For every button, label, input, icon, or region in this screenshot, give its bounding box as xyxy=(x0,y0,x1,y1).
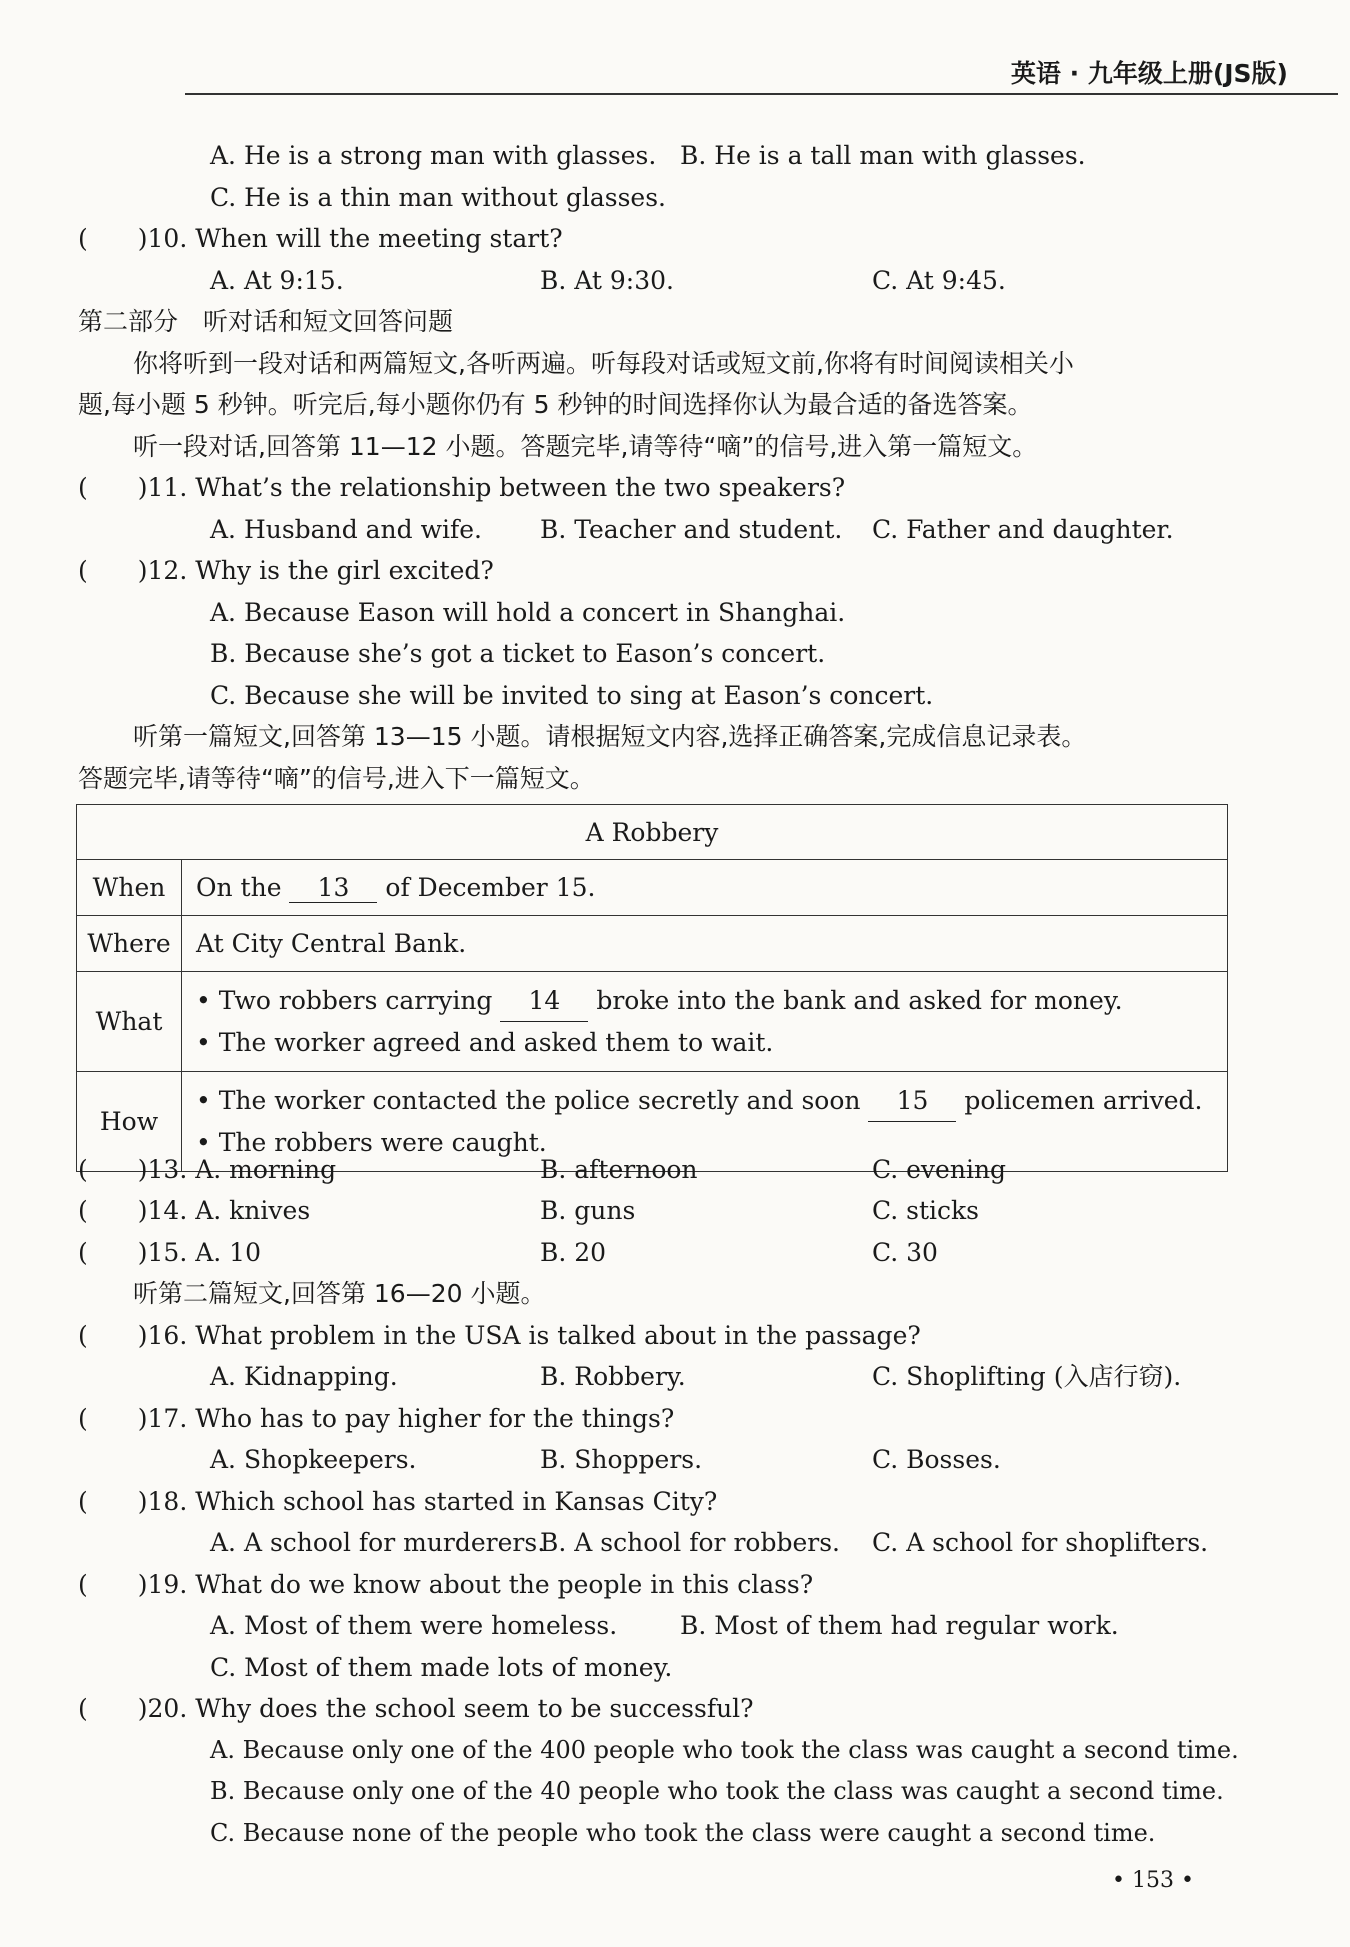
what-label: What xyxy=(77,972,182,1072)
q20-option-a: A. Because only one of the 400 people who took the class was caught a second time. xyxy=(210,1736,1239,1764)
q20-option-c: C. Because none of the people who took the class were caught a second time. xyxy=(210,1819,1156,1847)
header-rule xyxy=(185,93,1338,95)
q16-option-a: A. Kidnapping. xyxy=(210,1362,398,1391)
q20-option-b: B. Because only one of the 40 people who took the class was caught a second time. xyxy=(210,1777,1224,1805)
q16-option-b: B. Robbery. xyxy=(540,1362,686,1391)
q19-option-a: A. Most of them were homeless. xyxy=(210,1611,618,1640)
blank-13: 13 xyxy=(289,873,377,903)
how-cell xyxy=(182,1072,1228,1172)
q12-stem: ( )12. Why is the girl excited? xyxy=(78,556,494,585)
q15-option-c: C. 30 xyxy=(872,1238,938,1267)
passage1-instruction-line2: 答题完毕,请等待“嘀”的信号,进入下一篇短文。 xyxy=(78,764,595,793)
how-bullet-2: • The robbers were caught. xyxy=(196,1128,547,1157)
q16-stem: ( )16. What problem in the USA is talked about in the passage? xyxy=(78,1321,921,1350)
passage2-instruction: 听第二篇短文,回答第 16—20 小题。 xyxy=(133,1279,546,1308)
q14-option-c: C. sticks xyxy=(872,1196,979,1225)
dialog-instruction: 听一段对话,回答第 11—12 小题。答题完毕,请等待“嘀”的信号,进入第一篇短文。 xyxy=(133,432,1038,461)
q17-option-c: C. Bosses. xyxy=(872,1445,1001,1474)
blank-14: 14 xyxy=(500,980,588,1022)
blank-15: 15 xyxy=(868,1080,956,1122)
passage1-instruction-line1: 听第一篇短文,回答第 13—15 小题。请根据短文内容,选择正确答案,完成信息记录表。 xyxy=(133,722,1087,751)
q17-option-a: A. Shopkeepers. xyxy=(210,1445,417,1474)
q9-option-c: C. He is a thin man without glasses. xyxy=(210,183,666,212)
section2-intro-line2: 题,每小题 5 秒钟。听完后,每小题你仍有 5 秒钟的时间选择你认为最合适的备选答案。 xyxy=(78,390,1033,419)
what-cell xyxy=(182,972,1228,1072)
q11-stem: ( )11. What’s the relationship between the two speakers? xyxy=(78,473,846,502)
q9-option-b: B. He is a tall man with glasses. xyxy=(680,141,1086,170)
q17-option-b: B. Shoppers. xyxy=(540,1445,703,1474)
table-title-row xyxy=(77,805,1228,860)
when-text-pre: On the xyxy=(196,872,282,902)
when-label: When xyxy=(77,860,182,916)
q17-stem: ( )17. Who has to pay higher for the things? xyxy=(78,1404,675,1433)
where-label: Where xyxy=(77,916,182,972)
q11-option-b: B. Teacher and student. xyxy=(540,515,843,544)
q19-option-b: B. Most of them had regular work. xyxy=(680,1611,1119,1640)
q14-option-b: B. guns xyxy=(540,1196,636,1225)
q9-option-a: A. He is a strong man with glasses. xyxy=(210,141,657,170)
table-row-when xyxy=(77,860,1228,916)
when-cell xyxy=(182,860,1228,916)
what-1-post: broke into the bank and asked for money. xyxy=(596,986,1123,1015)
q15-stem: ( )15. A. 10 xyxy=(78,1238,261,1267)
page-number: • 153 • xyxy=(1112,1868,1194,1893)
how-1-pre: • The worker contacted the police secretly and soon xyxy=(196,1086,861,1115)
q10-option-c: C. At 9:45. xyxy=(872,266,1006,295)
q20-stem: ( )20. Why does the school seem to be successful? xyxy=(78,1694,754,1723)
where-text: At City Central Bank. xyxy=(182,916,1228,972)
section2-title: 第二部分 听对话和短文回答问题 xyxy=(78,307,454,336)
q12-option-a: A. Because Eason will hold a concert in Shanghai. xyxy=(210,598,846,627)
what-bullet-1 xyxy=(196,980,1213,1022)
when-text-post: of December 15. xyxy=(385,872,596,902)
table-title: A Robbery xyxy=(77,805,1228,860)
q16-option-c: C. Shoplifting (入店行窃). xyxy=(872,1362,1182,1391)
q12-option-b: B. Because she’s got a ticket to Eason’s concert. xyxy=(210,639,826,668)
what-bullet-2: • The worker agreed and asked them to wait. xyxy=(196,1028,774,1057)
q10-option-b: B. At 9:30. xyxy=(540,266,674,295)
robbery-info-table xyxy=(76,804,1228,1172)
q14-stem: ( )14. A. knives xyxy=(78,1196,311,1225)
section2-intro-line1: 你将听到一段对话和两篇短文,各听两遍。听每段对话或短文前,你将有时间阅读相关小 xyxy=(133,349,1074,378)
q11-option-a: A. Husband and wife. xyxy=(210,515,482,544)
q18-option-a: A. A school for murderers. xyxy=(210,1528,546,1557)
q18-option-c: C. A school for shoplifters. xyxy=(872,1528,1209,1557)
q11-option-c: C. Father and daughter. xyxy=(872,515,1174,544)
q13-option-c: C. evening xyxy=(872,1155,1007,1184)
q19-stem: ( )19. What do we know about the people in this class? xyxy=(78,1570,814,1599)
how-bullet-1 xyxy=(196,1080,1213,1122)
q13-stem: ( )13. A. morning xyxy=(78,1155,337,1184)
q10-option-a: A. At 9:15. xyxy=(210,266,344,295)
header-title: 英语 · 九年级上册(JS版) xyxy=(1010,59,1288,88)
table-row-where xyxy=(77,916,1228,972)
q19-option-c: C. Most of them made lots of money. xyxy=(210,1653,673,1682)
q12-option-c: C. Because she will be invited to sing at Eason’s concert. xyxy=(210,681,934,710)
table-row-what xyxy=(77,972,1228,1072)
how-1-post: policemen arrived. xyxy=(964,1086,1203,1115)
q18-option-b: B. A school for robbers. xyxy=(540,1528,840,1557)
how-label: How xyxy=(77,1072,182,1172)
q18-stem: ( )18. Which school has started in Kansas City? xyxy=(78,1487,718,1516)
q15-option-b: B. 20 xyxy=(540,1238,607,1267)
what-1-pre: • Two robbers carrying xyxy=(196,986,493,1015)
q10-stem: ( )10. When will the meeting start? xyxy=(78,224,563,253)
q13-option-b: B. afternoon xyxy=(540,1155,698,1184)
